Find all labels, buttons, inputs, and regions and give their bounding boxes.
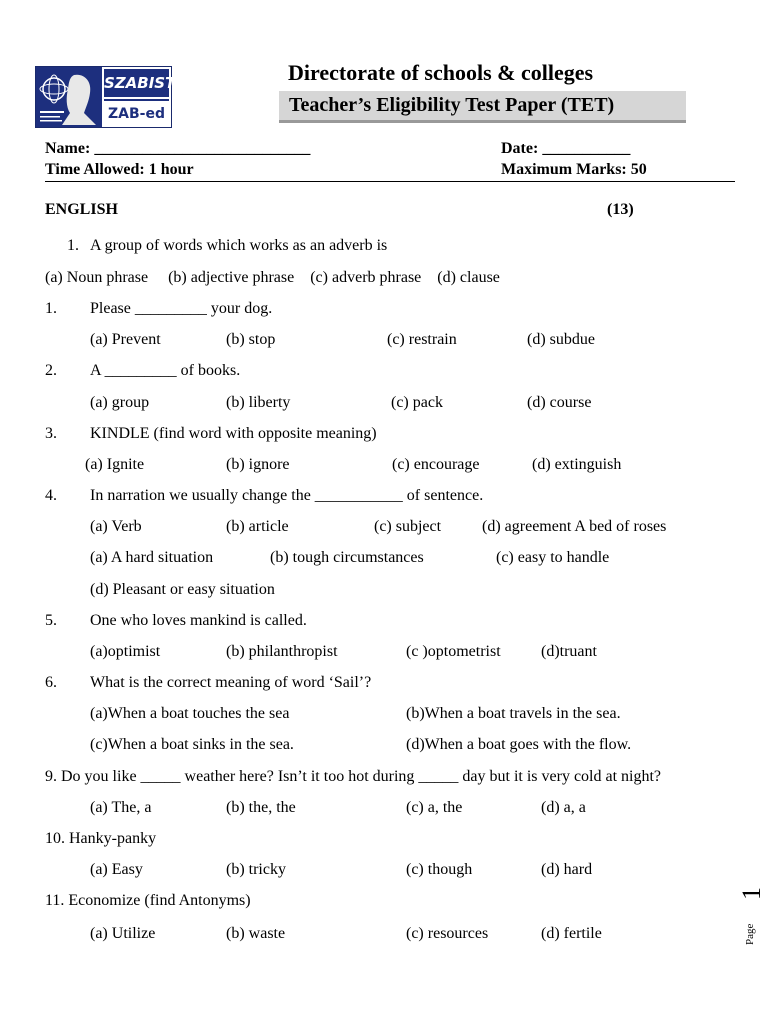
document-title: Directorate of schools & colleges xyxy=(288,60,594,85)
question-number: 1. xyxy=(67,237,79,254)
page-number: 1 xyxy=(737,887,766,900)
option-b: (b)When a boat travels in the sea. xyxy=(406,705,621,722)
option-b: (b) liberty xyxy=(226,394,291,411)
name-field: Name: ___________________________ xyxy=(45,140,311,157)
option-c: (c) though xyxy=(406,861,473,878)
question-text: 11. Economize (find Antonyms) xyxy=(45,892,251,909)
section-title: ENGLISH xyxy=(45,201,118,218)
option-a: (a) group xyxy=(90,394,150,411)
option-d: (d) a, a xyxy=(541,799,586,816)
option-c: (c) restrain xyxy=(387,331,457,348)
page-label: Page xyxy=(744,923,756,945)
szabist-logo xyxy=(35,66,176,128)
question-text: What is the correct meaning of word ‘Sail’? xyxy=(90,674,372,691)
maximum-marks: Maximum Marks: 50 xyxy=(501,161,647,178)
section-marks: (13) xyxy=(607,201,634,218)
question-number: 4. xyxy=(45,487,57,504)
option-a: (a) Verb xyxy=(90,518,142,535)
option-c: (c) encourage xyxy=(392,456,480,473)
option-a: (a) A hard situation xyxy=(90,549,214,566)
option-c: (c) a, the xyxy=(406,799,463,816)
option-d: (d) fertile xyxy=(541,925,602,942)
option-d: (d)When a boat goes with the flow. xyxy=(406,736,632,753)
option-d: (d) agreement A bed of roses xyxy=(482,518,667,535)
question-text: 10. Hanky-panky xyxy=(45,830,157,847)
option-a: (a)optimist xyxy=(90,643,161,660)
option-c: (c) pack xyxy=(391,394,443,411)
option-b: (b) stop xyxy=(226,331,276,348)
question-number: 2. xyxy=(45,362,57,379)
option-b: (b) philanthropist xyxy=(226,643,338,660)
header-divider xyxy=(45,181,735,182)
option-b: (b) tricky xyxy=(226,861,286,878)
question-text: Please _________ your dog. xyxy=(90,300,273,317)
option-a: (a)When a boat touches the sea xyxy=(90,705,290,722)
option-c: (c)When a boat sinks in the sea. xyxy=(90,736,294,753)
option-c: (c) easy to handle xyxy=(496,549,610,566)
option-c: (c) subject xyxy=(374,518,442,535)
question-text: A _________ of books. xyxy=(90,362,241,379)
logo-brand: SZABIST xyxy=(104,69,169,97)
option-b: (b) the, the xyxy=(226,799,296,816)
option-c: (c )optometrist xyxy=(406,643,501,660)
option-d: (d)truant xyxy=(541,643,597,660)
option-a: (a) Ignite xyxy=(85,456,145,473)
option-d: (d) subdue xyxy=(527,331,595,348)
logo-emblem xyxy=(36,67,102,127)
question-text: In narration we usually change the ___________ of sentence. xyxy=(90,487,484,504)
option-d: (d) extinguish xyxy=(532,456,622,473)
option-d: (d) course xyxy=(527,394,592,411)
option-b: (b) ignore xyxy=(226,456,290,473)
option-a: (a) Prevent xyxy=(90,331,161,348)
option-d: (d) hard xyxy=(541,861,593,878)
question-text: 9. Do you like _____ weather here? Isn’t it too hot during _____ day but it is very cold at night? xyxy=(45,768,662,785)
logo-subbrand: ZAB-ed xyxy=(104,99,169,127)
option-b: (b) tough circumstances xyxy=(270,549,424,566)
question-text: A group of words which works as an adverb is xyxy=(90,237,388,254)
time-allowed: Time Allowed: 1 hour xyxy=(45,161,194,178)
option-b: (b) waste xyxy=(226,925,286,942)
option-c: (c) resources xyxy=(406,925,489,942)
option-a: (a) Utilize xyxy=(90,925,156,942)
option-d: (d) Pleasant or easy situation xyxy=(90,581,275,598)
question-number: 3. xyxy=(45,425,57,442)
question-number: 5. xyxy=(45,612,57,629)
question-text: KINDLE (find word with opposite meaning) xyxy=(90,425,377,442)
option-b: (b) article xyxy=(226,518,289,535)
question-number: 6. xyxy=(45,674,57,691)
document-subtitle: Teacher’s Eligibility Test Paper (TET) xyxy=(289,94,615,116)
question-number: 1. xyxy=(45,300,57,317)
options-line: (a) Noun phrase (b) adjective phrase (c) adverb phrase (d) clause xyxy=(45,269,500,286)
option-a: (a) The, a xyxy=(90,799,152,816)
date-field: Date: ___________ xyxy=(501,140,631,157)
question-text: One who loves mankind is called. xyxy=(90,612,307,629)
option-a: (a) Easy xyxy=(90,861,143,878)
